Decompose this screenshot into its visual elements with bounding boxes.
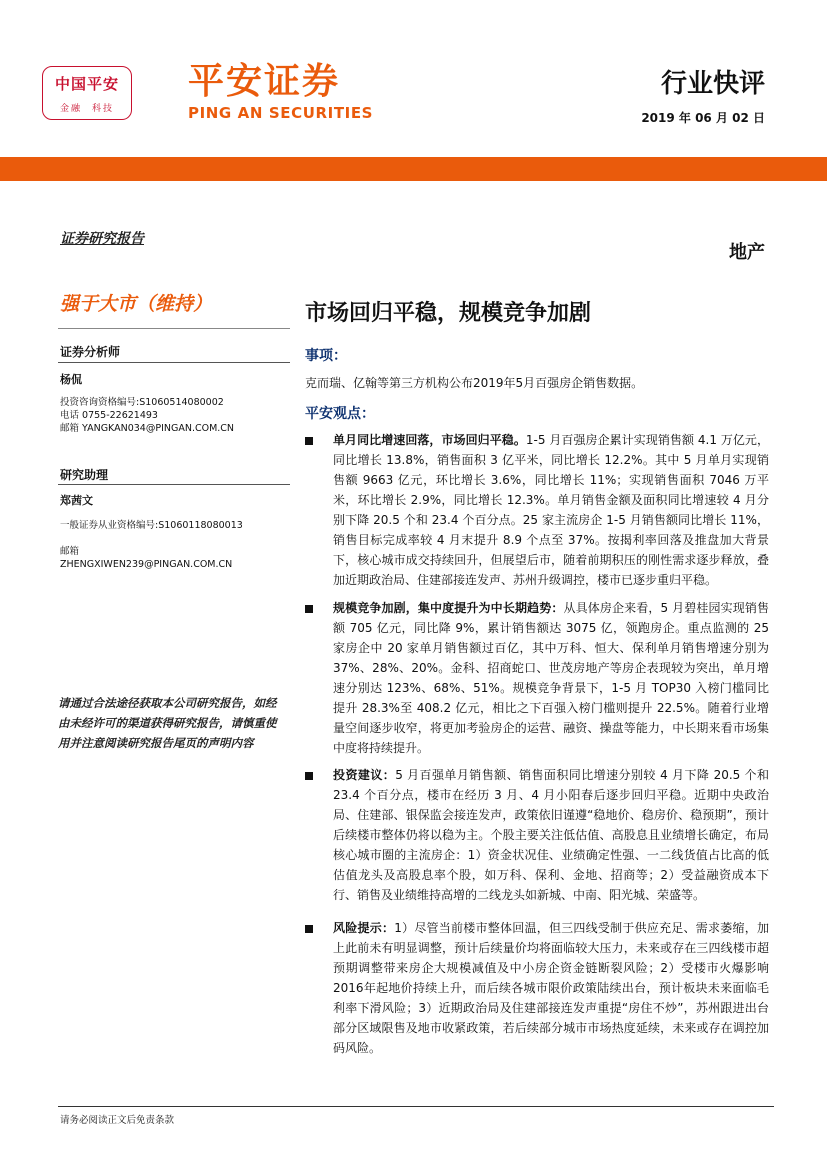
event-heading: 事项：: [305, 348, 347, 364]
logo-word-tech: 科技: [92, 104, 115, 114]
point-risk-warning: [333, 918, 769, 1058]
point-market-stabilizing: [333, 430, 769, 590]
point-scale-competition: [333, 598, 769, 758]
divider: [58, 362, 290, 363]
point-lead: 规模竞争加剧，集中度提升为中长期趋势：: [333, 601, 564, 615]
brand-name-en: PING AN SECURITIES: [188, 104, 374, 122]
industry-label: 地产: [729, 242, 765, 263]
analyst-phone: 电话 0755-22621493: [60, 410, 158, 421]
ping-an-logo: [42, 66, 132, 120]
point-text: 5 月百强单月销售额、销售面积同比增速分别较 4 月下降 20.5 个和 23.4 个百分点，楼市在经历 3 月、4 月小阳春后逐步回归平稳。近期中央政治局、住建部、银保监会接连发声，政策依旧谨遵“稳地价、稳房价、稳预期”，预计后续楼市整体仍将以稳为主。个股主要关注低估值、高股息且业绩增长确定，布局核心城市圈的主流房企：1）资金状况佳、业绩确定性强、一二线货值占比高的低估值龙头及高股息率个股，如万科、保利、金地、招商等；2）受益融资成本下行、销售及业绩维持高增的二线龙头如新城、中南、阳光城、荣盛等。: [333, 768, 769, 902]
assistant-license: 一般证券从业资格编号:S1060118080013: [60, 520, 243, 531]
assistant-email-label: 邮箱: [60, 546, 80, 557]
point-lead: 风险提示：: [333, 921, 395, 935]
footer-divider: [58, 1106, 774, 1107]
logo-top-text: 中国平安: [54, 75, 119, 93]
report-title: 市场回归平稳，规模竞争加剧: [305, 301, 592, 326]
logo-word-finance: 金融: [59, 104, 82, 114]
bullet-marker: [305, 605, 313, 613]
assistant-email: ZHENGXIWEN239@PINGAN.COM.CN: [60, 559, 233, 570]
logo-bottom-text: [43, 101, 131, 114]
event-text: 克而瑞、亿翰等第三方机构公布2019年5月百强房企销售数据。: [305, 376, 644, 390]
assistant-name: 郑茜文: [60, 494, 93, 507]
analyst-license: 投资咨询资格编号:S1060514080002: [60, 397, 224, 408]
point-investment-advice: [333, 765, 769, 905]
point-lead: 投资建议：: [333, 768, 396, 782]
point-text: 从具体房企来看，5 月碧桂园实现销售额 705 亿元，同比降 9%，累计销售额达 3075 亿，领跑房企。重点监测的 25 家房企中 20 家单月销售额过百亿，其中万科、恒大、保利单月销售增速分别为 37%、28%、20%。金科、招商蛇口、世茂房地产等房企表现较为突出，单月增速分别达 123%、68%、51%。规模竞争背景下，1-5 月 TOP30 入榜门槛同比提升 28.3%至 408.2 亿元，相比之下百强入榜门槛则提升 22.5%。随着行业增量空间逐步收窄，将更加考验房企的运营、融资、操盘等能力，中长期来看市场集中度将持续提升。: [333, 601, 769, 755]
analyst-email: 邮箱 YANGKAN034@PINGAN.COM.CN: [60, 423, 235, 434]
investment-rating: 强于大市（维持）: [60, 293, 213, 315]
analyst-section-title: 证券分析师: [60, 345, 121, 359]
point-text: 1）尽管当前楼市整体回温，但三四线受制于供应充足、需求萎缩，加上此前未有明显调整，预计后续量价均将面临较大压力，未来或存在三四线楼市超预期调整带来房企大规模减值及中小房企资金链断裂风险；2）受楼市火爆影响2016年起地价持续上升，而后续各城市限价政策陆续出台，预计板块未来面临毛利率下滑风险；3）近期政治局及住建部接连发声重提“房住不炒”，苏州跟进出台部分区域限售及地市收紧政策，若后续部分城市市场热度延续，未来或存在调控加码风险。: [333, 921, 769, 1055]
report-date: 2019 年 06 月 02 日: [641, 111, 765, 125]
bullet-marker: [305, 437, 313, 445]
legal-disclaimer: 请通过合法途径获取本公司研究报告，如经由未经许可的渠道获得研究报告，请慎重使用并注意阅读研究报告尾页的声明内容: [58, 696, 277, 750]
analyst-name: 杨侃: [60, 373, 82, 386]
header-band: [0, 157, 827, 181]
document-kind: 证券研究报告: [60, 231, 144, 247]
divider: [58, 328, 290, 329]
point-text: 1-5 月百强房企累计实现销售额 4.1 万亿元，同比增长 13.8%，销售面积 3 亿平米，同比增长 12.2%。其中 5 月单月实现销售额 9663 亿元，环比增长 3.6%，同比增长 11%；实现销售面积 7046 万平米，环比增长 2.9%，同比增长 12.3%。单月销售金额及面积同比增速较 4 月分别下降 20.5 个和 23.4 个百分点。25 家主流房企 1-5 月销售额同比增长 11%，销售目标完成率较 4 月末提升 8.9 个点至 37%。按揭利率回落及推盘加大背景下，核心城市成交持续回升，但展望后市，随着前期积压的刚性需求逐步释放，叠加近期政治局、住建部接连发声、苏州升级调控，楼市已逐步重归平稳。: [333, 433, 769, 587]
report-type: 行业快评: [660, 69, 765, 99]
bullet-marker: [305, 772, 313, 780]
footer-note: 请务必阅读正文后免责条款: [60, 1115, 175, 1126]
bullet-marker: [305, 925, 313, 933]
view-heading: 平安观点：: [305, 406, 375, 422]
brand-name-cn: 平安证券: [188, 61, 341, 102]
point-lead: 单月同比增速回落，市场回归平稳。: [333, 433, 526, 447]
divider: [58, 484, 290, 485]
assistant-section-title: 研究助理: [60, 468, 109, 482]
